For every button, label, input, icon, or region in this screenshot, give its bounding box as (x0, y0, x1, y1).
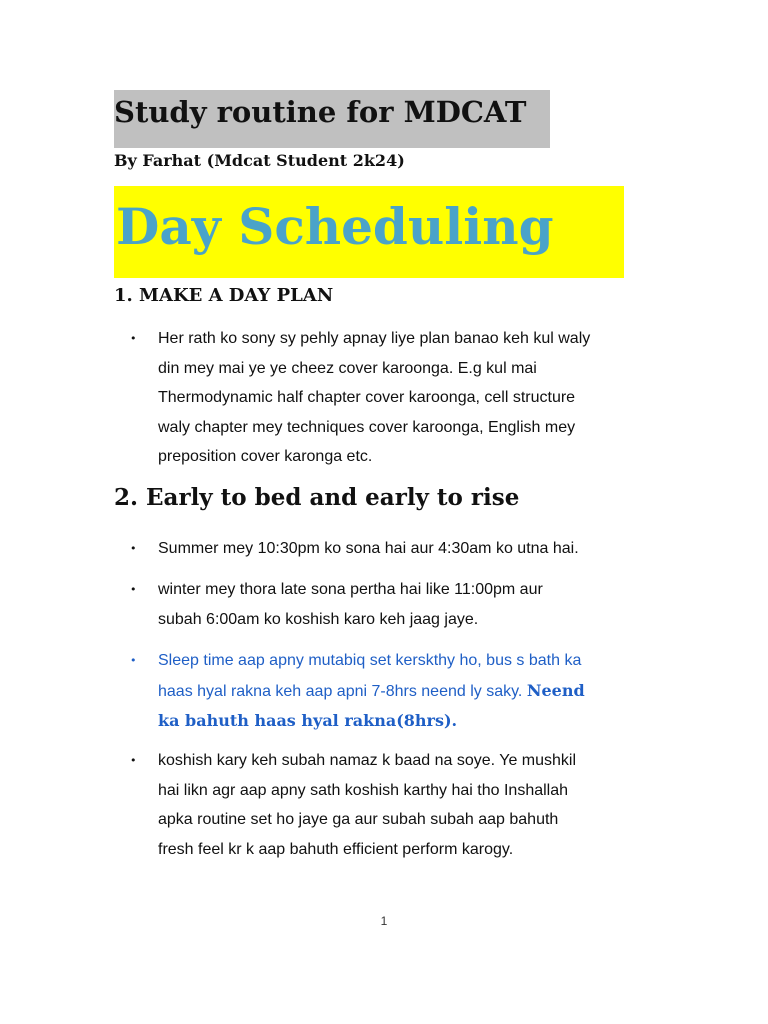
list-item-day-plan (158, 324, 678, 472)
text-line: din mey mai ye ye cheez cover karoonga. E.g kul mai (158, 359, 537, 377)
text-line: waly chapter mey techniques cover karoonga, English mey (158, 418, 576, 436)
text-line: Thermodynamic half chapter cover karoonga, cell structure (158, 389, 576, 406)
section-heading-day-plan: 1. MAKE A DAY PLAN (114, 285, 334, 306)
text-line: koshish kary keh subah namaz k baad na soye. Ye mushkil (158, 752, 577, 769)
bullet-marker: • (130, 754, 137, 767)
document-title (114, 90, 550, 148)
list-item-summer (158, 534, 678, 564)
text-line: hai likn agr aap apny sath koshish karthy hai tho Inshallah (158, 781, 569, 799)
text-line: subah 6:00am ko koshish karo keh jaag jaye. (158, 610, 479, 628)
banner-heading: Day Scheduling (116, 197, 554, 256)
list-item-namaz (158, 746, 678, 864)
page-number: 1 (380, 914, 388, 928)
emphasis-line: ka bahuth haas hyal rakna(8hrs). (158, 711, 458, 730)
text-line: winter mey thora late sona pertha hai like 11:00pm aur (158, 581, 543, 598)
text-line: apka routine set ho jaye ga aur subah subah aap bahuth (158, 811, 559, 828)
section-heading-early-to-bed: 2. Early to bed and early to rise (114, 484, 520, 511)
text-line: Her rath ko sony sy pehly apnay liye plan banao keh kul waly (158, 330, 591, 347)
text-line: haas hyal rakna keh aap apni 7-8hrs neend ly saky. (158, 682, 523, 700)
document-title-text: Study routine for MDCAT (114, 95, 527, 129)
text-line: Sleep time aap apny mutabiq set kerskthy ho, bus s bath ka (158, 652, 582, 669)
author-line: By Farhat (Mdcat Student 2k24) (114, 151, 405, 170)
list-item-sleep-time (158, 646, 678, 736)
list-item-winter (158, 575, 678, 634)
bullet-marker: • (130, 654, 137, 667)
emphasis-text: Neend (526, 680, 585, 700)
bullet-marker: • (130, 583, 137, 596)
text-line: fresh feel kr k aap bahuth efficient perform karogy. (158, 840, 514, 858)
bullet-marker: • (130, 332, 137, 345)
text-line: preposition cover karonga etc. (158, 448, 373, 465)
bullet-marker: • (130, 542, 137, 555)
day-scheduling-banner (114, 186, 624, 278)
text-line: Summer mey 10:30pm ko sona hai aur 4:30am ko utna hai. (158, 540, 579, 557)
